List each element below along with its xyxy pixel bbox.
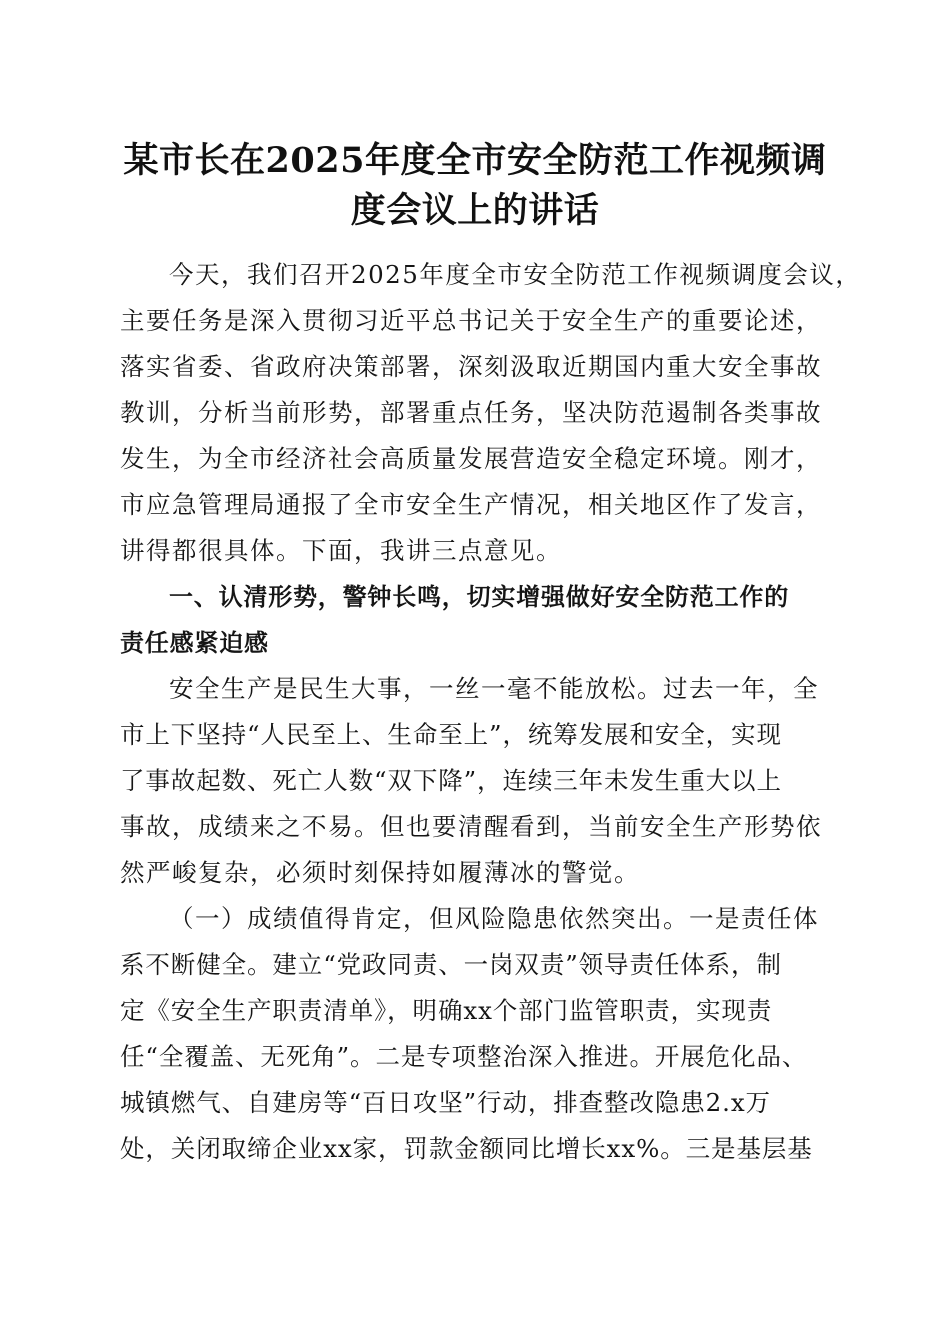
- paragraph-line: 城镇燃气、自建房等“百日攻坚”行动，排查整改隐患2.x万: [120, 1088, 771, 1117]
- paragraph-line: 主要任务是深入贯彻习近平总书记关于安全生产的重要论述，: [120, 306, 822, 335]
- document-body: [120, 252, 862, 1172]
- paragraph-line: 然严峻复杂，必须时刻保持如履薄冰的警觉。: [120, 858, 640, 887]
- paragraph-line: 了事故起数、死亡人数“双下降”，连续三年未发生重大以上: [120, 766, 782, 795]
- section-1-paragraph: [120, 666, 840, 896]
- paragraph-line: 落实省委、省政府决策部署，深刻汲取近期国内重大安全事故: [120, 352, 822, 381]
- paragraph-line: 发生，为全市经济社会高质量发展营造安全稳定环境。刚才，: [120, 444, 822, 473]
- paragraph-line: 今天，我们召开2025年度全市安全防范工作视频调度会议，: [169, 260, 862, 289]
- paragraph-line: 事故，成绩来之不易。但也要清醒看到，当前安全生产形势依: [120, 812, 822, 841]
- paragraph-line: （一）成绩值得肯定，但风险隐患依然突出。一是责任体: [169, 904, 819, 933]
- document-title: [100, 136, 850, 236]
- heading-line: 责任感紧迫感: [120, 629, 269, 657]
- title-line: 度会议上的讲话: [350, 190, 600, 231]
- subsection-1-paragraph: [120, 896, 840, 1172]
- heading-line: 一、认清形势，警钟长鸣，切实增强做好安全防范工作的: [169, 583, 789, 611]
- paragraph-line: 安全生产是民生大事，一丝一毫不能放松。过去一年，全: [169, 674, 819, 703]
- paragraph-line: 定《安全生产职责清单》，明确xx个部门监管职责，实现责: [120, 996, 773, 1025]
- intro-paragraph: [120, 252, 862, 574]
- paragraph-line: 处，关闭取缔企业xx家，罚款金额同比增长xx%。三是基层基: [120, 1134, 813, 1163]
- paragraph-line: 市应急管理局通报了全市安全生产情况，相关地区作了发言，: [120, 490, 822, 519]
- paragraph-line: 教训，分析当前形势，部署重点任务，坚决防范遏制各类事故: [120, 398, 822, 427]
- paragraph-line: 讲得都很具体。下面，我讲三点意见。: [120, 536, 562, 565]
- section-1-heading: [120, 574, 840, 666]
- title-line: 某市长在2025年度全市安全防范工作视频调: [123, 140, 827, 181]
- paragraph-line: 系不断健全。建立“党政同责、一岗双责”领导责任体系，制: [120, 950, 782, 979]
- paragraph-line: 市上下坚持“人民至上、生命至上”，统筹发展和安全，实现: [120, 720, 782, 749]
- paragraph-line: 任“全覆盖、无死角”。二是专项整治深入推进。开展危化品、: [120, 1042, 808, 1071]
